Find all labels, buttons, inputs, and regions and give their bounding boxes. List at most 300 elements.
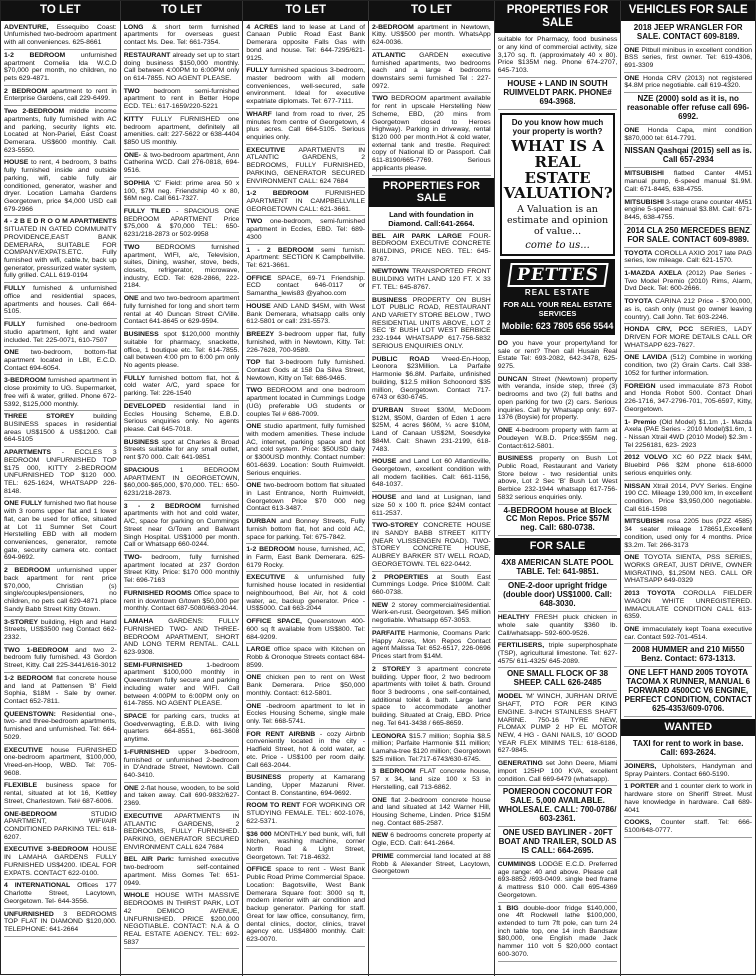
ad-lead: $36 000 (246, 830, 272, 838)
classified-ad (124, 588, 240, 616)
ad-text: unfurnished apartment Cornelia Ida W.C.D $70,000 per month, no children, no pets 629-4871. (4, 51, 117, 82)
column-header: VEHICLES FOR SALE (621, 1, 755, 21)
ad-lead: PARFAITE (372, 629, 406, 637)
ad-text: furnished two flat house with 3 rooms upper flat and 1 lower flat, can be used for office, situated at Lot 11 Sumner Set Court Herstelling EBD with all modern conveniences, generator, remote gate, security camera etc. contact 694-9692. (4, 500, 117, 562)
ad-text: & two-bedroom apartment, Ann Catherina WCD. Call 276-0818, 694-9516. (123, 151, 240, 175)
classified-ad (498, 425, 618, 453)
classified-ad (624, 125, 752, 145)
ad-lead: TWO (123, 87, 140, 95)
column-to-let-2 (121, 1, 244, 976)
ad-text: STUDIO APARTMENT, WIFI/AIR CONDITIONED PARKING TEL: 618-6207. (4, 810, 117, 841)
ad-lead: WHOLE (123, 892, 150, 900)
ad-text: bedroom, fully furnished apartment located at 237 Gordon Street Kitty. Price: $170 000 monthly Tel: 696-7163 (123, 554, 240, 585)
ad-lead: OFFICE SPACE, (246, 618, 302, 626)
ad-lead: NEW (372, 601, 388, 609)
classified-ad (4, 347, 117, 375)
classified-ad (624, 248, 752, 268)
classified-ad (4, 157, 117, 216)
classified-ad (624, 817, 752, 837)
classified-ad (4, 809, 117, 845)
ad-lead: LAMAHA (123, 618, 154, 626)
classified-ad (124, 616, 240, 660)
ad-text: & short term furnished apartments for overseas guest contact Ms. Dee. Tel: 661-7354. (123, 23, 240, 47)
ad-lead: ONE (4, 349, 19, 357)
ad-text: BEDROOM and one bedroom apartment located in Cummings Lodge (UG) preferable UG students or couples Tel # 686-7009. (246, 387, 366, 418)
classified-ad (4, 216, 117, 283)
column-to-let-1 (1, 1, 121, 976)
ad-lead: PRIME (372, 852, 394, 860)
ad-lead: BUSINESS (246, 774, 282, 782)
ad-lead: 2 BEDROOM (4, 567, 51, 575)
ad-text: (Old Model) $1.1m ,1- Mazda Axela (PAE Series - 2010 Model)$1.6m, 1 - Nissan Xtrail 4WD (2010 Model) $2.3m - Tel 2256181, 623- 2923 (624, 418, 753, 449)
ad-text: furnished & unfurnished office and residential spaces, apartments and houses. Call 664-5105. (4, 285, 117, 316)
section-header-wanted: WANTED (621, 719, 755, 736)
ad-lead: 3 BEDROOM (372, 768, 416, 776)
ad-text: flat 3-bedroom fully furnished. Contact Gods at 158 Da Silva Street, Newtown, Kitty on Tel: 686-9465. (246, 359, 366, 382)
classified-ad (624, 268, 752, 296)
classified-ad (246, 701, 365, 729)
ad-text: house FURNISHED one-bedroom apartment, $100,000, Vreed-en-Hoop, WBD. Tel: 705-9608. (4, 746, 117, 777)
classified-ad (498, 338, 618, 374)
ad-text: building, High and Hand Streets, US$3500 neg Contact 662-2332. (4, 618, 117, 641)
ad-lead: ONE LAVIDA (624, 354, 668, 362)
ad-text: land to lease at Land of Canaan Public Road East Bank Demerara opposite Falls Gas with bond and house. Tel: 644-7295/621-9125. (246, 23, 366, 62)
classified-ad (246, 216, 365, 244)
ad-text: HOUSE WITH MASSIVE BEDROOMS IN THIRST PARK, LOT 42 DEMICO AVENUE, UNFURNISHED. PRICE $200,000 NEGOTIABLE. CONTACT: N.A & O REAL ESTATE AGENCY. TEL: 692-5837 (123, 892, 240, 946)
classified-ad (372, 492, 491, 520)
ad-lead: 4-BEDROOM (503, 505, 553, 515)
ad-text: GARDENS: FULLY FURNISHED TWO- AND THREE-BEDROOM APARTMENT, SHORT AND LONG TERM RENTAL. CALL 623-9308. (123, 618, 240, 656)
classified-ad (372, 50, 491, 94)
ad-text: 2-flat house, wooden, to be sold and taken away. Call 690-9832/627-2369. (123, 784, 240, 808)
ad-text: Honda CRV (2013) not registered $4.8M price negotiable. call 619-4320. (624, 74, 753, 90)
classified-ad (4, 844, 117, 880)
ad-text: land from road to river, 25 minutes from centre of Georgetown, 4 plus acres. Call 664-5105. Serious enquiries only. (246, 110, 366, 141)
ad-lead: 1-2 BEDROOM (4, 51, 66, 59)
ads-list (243, 21, 368, 976)
classified-ad (124, 206, 240, 242)
classified-ad (124, 242, 240, 293)
ad-lead: BEL AIR Park: (123, 856, 175, 864)
ad-lead: FULLY (4, 285, 26, 293)
classified-ad (124, 293, 240, 329)
classified-ad (246, 245, 365, 273)
column-to-let-3 (243, 1, 369, 976)
column-header: TO LET (243, 1, 368, 21)
ad-lead: 3 - 2 BEDROOM (123, 502, 201, 510)
classified-ad (124, 501, 240, 552)
ad-text: Pitbull minibus in excellent condition BSS series, first owner. Tel: 619-4306, 691-3309 (624, 46, 753, 69)
ad-lead: ONE (624, 626, 640, 634)
classified-ad (372, 830, 491, 850)
classified-ad (4, 106, 117, 157)
ad-text: SITUATED IN GATED COMMUNITY PROVIDENCE,EAST BANK DEMERARA, SUITABLE FOR COMPANY/EXPATS.ETC. Fully furnished with wifi, cable.tv, back up generator, pressurized water system, fully grilled. CALL 619-0194 (4, 226, 117, 280)
ad-lead: DUNCAN (497, 375, 528, 383)
classified-ad (372, 851, 491, 879)
ad-text: immaculately kept Toana executive car. Contact 592-701-4514. (624, 626, 753, 641)
classified-ad (372, 22, 491, 50)
ad-lead: ONE (246, 674, 262, 682)
ad-lead: ONE (246, 423, 262, 431)
ad-lead: 1-2 BEDROOM (246, 190, 309, 198)
ad-text: double-door fridge $140,000, one 4ft Rockwell lathe $100,000, extended to turn 7ft pole, can turn 24 inch table top, one 14 inch Bandsaw $80,000, one English made Jack hammer 110 volt 5 $20,000 contact 600-3070. (497, 904, 618, 958)
classified-ad (246, 109, 365, 145)
classified-ad (498, 612, 618, 640)
classified-ad (4, 411, 117, 447)
ad-text: FRESH pluck chicken in whole sale quantity $360 lb. Call/whatsapp- 592-600-9526. (497, 614, 618, 637)
ad-text: APARTMENTS IN ATLANTIC GARDENS, 2 BEDROOMS, FULLY FURNISHED. PARKING, GENERATOR SECURED ENVIRONMENT CALL 624 7684 (123, 812, 240, 851)
ad-lead: 4 - 2 B E D R O O M APARTMENTS (4, 218, 117, 226)
ad-lead: SPACE (123, 712, 147, 720)
ad-lead: ONE-BEDROOM (4, 810, 57, 818)
ad-lead: FULLY (4, 321, 26, 329)
ad-lead: SOPHIA (123, 179, 150, 187)
ads-list (1, 21, 120, 976)
classified-ad (4, 909, 117, 937)
ad-lead: ONE-2-door upright fridge (double door) US$1000. Call: 648-3030. (503, 581, 612, 609)
ad-lead: 3-STOREY (4, 618, 39, 626)
ad-text: flatbed Canter 4M51 manual pump, 6-speed manual $1.9M. Call: 671-8445, 638-4755. (624, 170, 753, 193)
ads-list (372, 22, 491, 176)
ad-lead: POMEROON COCONUT FOR SALE. 5,000 AVAILABLE. WHOLESALE. CALL: 700-0786/ 603-2361. (498, 787, 617, 824)
classified-ad (624, 352, 752, 380)
ad-text: BEDROOM apartment available for rent in upscale Herstelling New Scheme, EBD, (20 mins from Georgetown closed to Heroes Highway). Parking in driveway, rental $120 000 per month.Hot & cold water, external tank and trestle. Required: copy of National ID or Passport. Call 611-8190/665-7769. Serious applicants please. (372, 95, 491, 172)
ad-lead: 1-2 BEDROOM (246, 546, 295, 554)
ad-lead: NZE (2000) sold as it is, no reasonable offer refuse call 696-6992. (627, 94, 750, 122)
ad-text: 1-bedroom apartment $100,000 monthly in Queenstown fully secure and parking including water and WIFI. Call between 4:00PM to 6:00PM only on 614-7855. NO AGENT PLEASE. (123, 661, 240, 708)
ad-text: - ECCLES 3 BEDROOM UNFURNISHED TOP $175 000, KITTY 2-BEDROOM UNFURNISHED TOP $120 000. TEL: 625-1624, WHATSAPP 226-8148. (4, 449, 117, 495)
ad-text: 6 bedrooms concrete property at Ogle, ECD. Call: 641-2664. (372, 832, 491, 848)
classified-ad (124, 465, 240, 501)
ad-lead: DURBAN (246, 518, 277, 526)
classified-ad (624, 197, 752, 225)
ad-lead: COOKS, (624, 819, 652, 827)
classified-ad (246, 644, 365, 672)
classified-ad (498, 827, 618, 859)
ad-lead: ONE LEFT HAND 2005 TOYOTA TACOMA X RUNNER, MANUAL 6 FORWARD 4500CC V6 ENGINE, PERFECT CONDITION, CONTACT 625-4353/609-0706. (624, 668, 752, 714)
ad-text: studio apartment, fully furnished with modern amenities. These include AC, internet, parking space and hot and cold system. Price: $50USD daily or $300USD monthly. Contact number: 601-6639. Location: South Ruimveldt. Serious enquiries. (246, 423, 366, 477)
ad-lead: ROOM TO RENT (246, 802, 301, 810)
classified-ad (4, 617, 117, 645)
classified-ad (124, 50, 240, 86)
pettes-logo: PETTES (507, 263, 608, 287)
classified-ad (498, 903, 618, 962)
ad-lead: 1 BIG (497, 904, 519, 912)
classified-ad (4, 565, 117, 616)
classified-ad (624, 667, 752, 717)
ad-lead: OFFICE (246, 274, 272, 282)
ad-lead: ONE (246, 702, 262, 710)
classified-ad (4, 780, 117, 808)
ad-lead: HOUSE (372, 494, 397, 502)
classified-ad (372, 231, 491, 267)
classified-ad (246, 480, 365, 516)
ads-list (121, 21, 243, 976)
ad-text: LODGE E.C.D. Preferred age range: 40 and above. Please call 693-8852 /693-0409. single bed frame & mattress $10 000. Call 695-4369 Georgetown. (497, 860, 618, 899)
classified-ad (624, 225, 752, 248)
ad-text: bedroom semi-furnished apartment to rent in Better Hope ECD. TEL: 617-1659/220-5221 (123, 87, 240, 111)
ad-lead: APARTMENTS (4, 449, 52, 457)
ad-lead: UNFURNISHED (4, 910, 54, 918)
classified-ad (4, 375, 117, 411)
ad-lead: ONE (624, 127, 640, 134)
ad-text: flat 2-bedroom concrete house and land situated at 142 Warner Hill, Housing Scheme, Linden. Price $15M neg. Contact 685-2587. (372, 796, 491, 827)
ads-area (621, 21, 755, 976)
ad-lead: 1 PORTER (624, 783, 659, 791)
classified-ad (624, 738, 752, 761)
ad-lead: BEL AIR PARK LARGE (372, 232, 462, 240)
classified-ad (246, 357, 365, 385)
column-header: TO LET (369, 1, 494, 21)
ad-lead: BUSINESS (123, 331, 159, 339)
ad-lead: NISSAN (624, 482, 651, 490)
ad-text: FOUR-BEDROOM EXECUTIVE CONCRETE BUILDING, PRICE NEG. TEL: 645-8767. (372, 232, 491, 263)
classified-ad (246, 729, 365, 773)
classified-ad (372, 295, 491, 354)
section-header-for-sale: FOR SALE (495, 538, 621, 555)
ad-text: 2 storey commercial/residential. Werk-en-rust. Georgetown. $45 million negotiable. Whatsapp 657-3053. (372, 601, 491, 625)
classified-ad (246, 864, 365, 946)
classified-ad (498, 786, 618, 827)
classified-ad (124, 373, 240, 401)
ad-text: business space for rental, situated at lot 16, Kettley Street, Charlestown. Tel# 687-6006. (4, 782, 117, 805)
ad-text: APARTMENTS IN ATLANTIC GARDENS, 2 BEDROOMS, FULLY FURNISHED, PARKING, GENERATOR SECURED ENVIRONMENT CALL: 624 7684 (246, 146, 366, 185)
ads-list (498, 557, 618, 961)
ad-lead: PUBLIC ROAD (372, 355, 430, 363)
classified-ad (624, 168, 752, 196)
ad-lead: 2014 CLA 250 MERCEDES BENZ FOR SALE. CONTACT 609-8989. (626, 225, 750, 244)
classified-ad (372, 93, 491, 175)
ad-lead: FOREIGN (624, 382, 656, 390)
ad-lead: HEALTHY (497, 614, 530, 622)
ad-text: FLAT concrete house, 57 x 34, land size 100 x 53 in Herstelling, call 713-6862. (372, 768, 491, 791)
ad-lead: HOUSE (4, 159, 29, 167)
ad-text: two-bedroom, bottom-flat apartment located in LBI, E.C.D. Contact 694-6054. (4, 349, 117, 372)
classified-ad (498, 557, 618, 580)
ad-text: and Land Lot 60 Atlanticville, Georgetown, excellent condition with all modern facilities. Call: 661-1156, 648-1037. (372, 458, 491, 489)
column-to-let-4 (369, 1, 495, 976)
ad-text: HOUSE IN LAMAHA GARDENS FULLY FURNISHED US$4200. IDEAL FOR EXPATS. CONTACT 622-0100. (4, 846, 117, 877)
classified-ad (624, 452, 752, 480)
ad-lead: MITSUBISHI (624, 170, 664, 178)
classified-ad (124, 811, 240, 855)
ad-lead: TAXI for rent to work in base. Call: 693-2624. (632, 739, 744, 758)
ad-lead: 1 - 2 BEDROOM (246, 246, 314, 254)
classified-ad (624, 324, 752, 352)
ad-lead: 4 ACRES (246, 23, 279, 31)
classified-ad (498, 505, 618, 537)
ad-lead: 1- Premio (624, 418, 657, 426)
ad-text: 'M' WINCH, JURHAN DRIVE SHAFT, PTO FOR PER KING ENGINE. 3-INCH STAINLESS SHAFT MARINE. 750-16 TYRE NEW, FLOMAX PUMP 2 HP EL MOTOR NEW, 4 HG - GANI NAILS, 10' GOOD YEAR FLEX MINIMS TEL: 618-6186, 627-9845. (497, 693, 618, 755)
classified-ad (624, 417, 752, 453)
ad-text: (2012) Pae Series - Two Model Premio (2010) Rims, Alarm, Dvd Deck. Tel: 600-2666. (624, 270, 753, 293)
classified-ad (498, 691, 618, 758)
logo-subtitle: REAL ESTATE (524, 287, 591, 297)
classified-ad (246, 800, 365, 828)
valuation-question: WHAT IS A REAL ESTATE VALUATION? (503, 137, 613, 203)
ad-lead: NISSAN Qashqai (2015) sell as is. Call 657-2934 (624, 146, 752, 165)
classified-ad (246, 672, 365, 700)
ad-lead: MITSUBISHI (624, 198, 664, 206)
classified-ad (4, 319, 117, 347)
ad-text: space to rent - West Bank Public Road Prime Commercial Space. Location: Bagotsville, West Bank Demerara Square foot: 3000 sq ft, modern interior with air condition and backup generator. Parking for staff. Great for law office, consultancy, firm, dental clinics, doctor, clinics, travel agency etc. US$4800 monthly. Call: 623-0070. (246, 866, 366, 943)
column-properties-for-sale (495, 1, 622, 976)
classified-ad (372, 664, 491, 731)
ad-lead: TWO-STOREY (372, 522, 419, 530)
ad-lead: DEVELOPED (123, 402, 166, 410)
ad-lead: HOUSE (246, 302, 271, 310)
ad-text: SPACE, 69-71 Friendship. ECD contact 646-0117 or Samantha_lewis83 @yahoo.com (246, 274, 366, 298)
ad-text: PROPERTY ON BUSH LOT PUBLIC ROAD, RESTAURANT AND VARIETY STORE BELOW , TWO RESIDENTIAL UNITS ABOVE, LOT 2 SEC 'B' BUSH LOT WEST BERBICE 232-1944 WHATSAPP 617-756-5832 SERIOUS ENQUIRIES ONLY. (372, 296, 491, 350)
ad-text: spot $120,000 monthly suitable for pharmacy, snackette, office, 1 boutique etc. Tel: 614-7855. call between 4:00 pm to 6:00 pm only No agents please. (123, 331, 240, 369)
ad-lead: JOINERS, (624, 763, 657, 771)
ad-lead: GENERATING (497, 760, 543, 768)
classified-ad (124, 552, 240, 588)
ad-lead: EXECUTIVE (246, 574, 286, 582)
ad-text: COROLLA AXIO 2017 late PAG series, low mileage. Call: 621-1570. (624, 249, 753, 265)
ad-lead: ONE (372, 796, 387, 804)
ad-text: apartment to rent in Enterprise Gardens, call 229-6499. (4, 87, 117, 103)
valuation-ad (500, 113, 616, 256)
ad-lead: 2008 HUMMER and 210 Mi550 Benz. Contact: 673-1313. (631, 645, 745, 664)
ad-text: CARINA 212 Price - $700,000, as is, cash only (must go owner leaving country). Call John. Tel: 603-2246. (624, 298, 753, 321)
ad-text: MONTHLY bed bunk, wifi, full kitchen, washing machine, corner North Road & Light Street, Georgetown. Tel: 718-4632. (246, 830, 366, 861)
classified-ad (372, 456, 491, 492)
ad-text: XC 60 PZZ black $4M, Bluebird P66 $2M phone 618-6000 serious enquiries only. (624, 454, 753, 477)
ad-text: - cozy Airbnb conveniently located in the city - Hadfield Street, hot & cold water, ac etc. Price - US$100 per room daily. Call 663-2044. (246, 730, 366, 769)
ad-lead: ONE (624, 74, 640, 82)
ad-text: furnished apartment in close proximity to UG. Supermarket, free wifi & water, grilled. Phone 672-5392, $125,000 monthly. (4, 377, 117, 408)
ad-text: house, furnished, AC, in Farm, East Bank Demerara. 625-6179 Rocky. (246, 546, 366, 569)
ad-text: Offices 177 Charlotte Street, Lacytown, Georgetown. Tel- 644-3556. (4, 882, 117, 905)
ad-lead: 1-2 BEDROOM (4, 674, 53, 682)
ad-lead: 4 INTERNATIONAL (4, 882, 71, 890)
ad-lead: TOYOTA (624, 249, 653, 257)
ads-list (372, 231, 491, 879)
ad-lead: SEMI-FURNISHED (123, 661, 183, 669)
ad-text: CONCRETE HOUSE IN SANDY BABB STREET KITTY (NEAR VLISSENGEN ROAD). TWO-STOREY CONCRETE HOUSE, AUBREY BARKER ST/ WELL ROAD, GEORGETOWN. TEL 622-0442. (372, 522, 491, 568)
ad-text: TRANSPORTED FRONT BUILDING WITH LAND 120 FT. X 33 FT. TEL: 645-8767. (372, 268, 491, 291)
classified-ad (4, 498, 117, 565)
ad-text: 1 BEDROOM APARTMENT IN GEORGETOWN, $60,000-$65,000, $70,000. TEL: 650-6231/218-2873. (123, 466, 240, 498)
classified-ad (246, 421, 365, 480)
classified-ad (124, 22, 240, 50)
classified-ad (498, 34, 618, 78)
ad-text: for parking cars, trucks at Goedverwagting, E.B.D. with living quarters 664-8551, 661-3608 anytime. (123, 712, 240, 744)
ad-text: 3-bedroom upper flat, fully furnished, with in Newtown, Kitty. Tel: 226-7628, 700-9589. (246, 331, 366, 354)
ad-text: FOR WORKING OR STUDYING FEMALE. TEL: 602-1076, 622-5371. (246, 802, 366, 825)
classified-ad (246, 829, 365, 865)
ad-lead: HOUSE + LAND IN SOUTH RUIMVELDT PARK. PHONE# 694-3968. (503, 78, 612, 106)
classified-ad (624, 516, 752, 552)
ad-text: used immaculate 873 Robot and Honda Robot 500. Contact Dhari 226-1716, 347-2796-701, 705-6597, Kitty, Georgetown. (624, 382, 753, 413)
classified-ad (624, 624, 752, 644)
ad-text: Honda Capa, mint condition $870,000 tel: 614-7791. (624, 127, 753, 142)
ad-lead: ONE (497, 427, 513, 435)
classified-ad (624, 552, 752, 588)
ad-lead: ONE USED BAYLINER - 20FT BOAT AND TRAILER, SOLD AS IS CALL: 664-2695. (498, 828, 617, 855)
ad-lead: ONE (624, 554, 640, 562)
ad-text: apartment in Newtown, Kitty. US$500 per month. WhatsApp 624-0036. (372, 23, 491, 47)
ad-lead: 3-BEDROOM (4, 377, 46, 385)
classified-ad (498, 758, 618, 786)
classified-ad (624, 145, 752, 168)
ad-lead: WHARF (246, 110, 272, 118)
ad-text: furnished bottom flat, hot & cold water A/C, yard space for parking. Tel: 226-1540 (123, 374, 240, 398)
section-header-properties-for-sale: PROPERTIES FOR SALE (369, 178, 494, 207)
ad-lead: 2-BEDROOM (372, 23, 414, 31)
ad-text: already set up to start doing business $150,000 monthly. Call between 4:00PM to 6:00PM only on 614-7855. NO AGENT PLEASE. (123, 51, 240, 82)
ads-area (495, 33, 621, 976)
column-header: TO LET (121, 1, 243, 21)
ad-lead: 1-FURNISHED (123, 748, 170, 756)
ad-text: furnished apartments with hot and cold water, A/C, space for parking on Cummings Street near G/Town and Balwant Singh Hospital. US$1000 per month. Call or Whatsapp 660-0244. (123, 502, 240, 549)
ad-lead: ONE (123, 784, 139, 792)
ad-text: 3 BEDROOMS TOP FLAT IN DIAMOND $120,000. TELEPHONE: 641-2664 (4, 910, 117, 933)
ad-lead: BREEZY (246, 331, 275, 339)
classified-ad (372, 572, 491, 600)
classified-ad (246, 544, 365, 572)
classified-ad (124, 711, 240, 747)
classified-ad (372, 731, 491, 767)
classified-ad (246, 145, 365, 189)
classified-ad (498, 374, 618, 425)
classified-ad (372, 795, 491, 831)
classified-ad (372, 520, 491, 571)
ad-lead: BUSINESS (372, 296, 408, 304)
ad-text: chicken pen to rent on West Bank Demerara. Price $50,000 monthly. Contact: 612-5801. (246, 674, 366, 697)
classified-ad (372, 354, 491, 405)
valuation-line-1: Do you know how much your property is worth? (511, 117, 604, 136)
ad-lead: TOP (246, 359, 261, 367)
ad-lead: ATLANTIC (372, 51, 406, 59)
ad-lead: TWO (123, 243, 140, 251)
classified-ad (124, 747, 240, 783)
ad-text: two-bedroom bottom flat situated in Last Entrance, North Ruimveldt, Georgetown Price $70 000 neg Contact 613-3487. (246, 482, 366, 513)
classified-ad (624, 381, 752, 417)
ad-lead: QUEENSTOWN: (4, 710, 56, 718)
ads-area (369, 21, 494, 976)
ad-lead: NEW (372, 832, 388, 840)
ad-lead: TWO (246, 218, 263, 226)
ad-text: suitable for Pharmacy, food business or any kind of commercial activity, size 3,170 sq. ft. (approximately 40 x 80). Price $135M neg. Phone 674-2707, 645-7103. (497, 36, 618, 75)
ad-lead: 2012 VOLVO (624, 454, 668, 462)
ad-lead: Two 2-BEDROOM (4, 108, 65, 116)
ad-text: & unfurnished fully furnished house located in residential neighbourhood, Bel Air, hot & cold water, ac, backup generator. Price - US$5000. Call 663-2044 (246, 574, 366, 613)
ads-list (624, 738, 752, 838)
ad-lead: MITSUBISHI (624, 518, 664, 526)
ad-lead: FULLY (123, 374, 146, 382)
ad-lead: EXECUTIVE (246, 146, 286, 154)
ad-lead: ONE (123, 295, 139, 303)
classified-ad (124, 329, 240, 373)
ad-text: Harmonie, Coomans Park: Happy Acres, Mon Repos Contact agent Malissa Tel: 652-6517, 226-0696 Prices start from $14M. (372, 629, 491, 661)
valuation-line-3: come to us... (525, 239, 590, 251)
ad-text: set John Deere, Miami import 125HP 100 KVA, excellent condition. Call 669-6479 (whatsapp). (497, 760, 618, 783)
classified-ad (246, 572, 365, 616)
ad-text: flat concrete house and land at Pattensen 'B' Field Sophia, $18M - Sale by owner. Contact 652-7811. (4, 674, 117, 705)
ad-lead: 2018 JEEP WRANGLER FOR SALE. CONTACT 609-8189. (633, 22, 743, 41)
ad-lead: 1-MAZDA AXELA (624, 270, 682, 277)
ad-lead: TWO (246, 387, 263, 395)
ad-lead: DO (497, 339, 508, 347)
ad-text: upper 3-bedroom, furnished or unfurnished 2-bedroom in D'Andrade Street, Newtown. Call 640-3410. (123, 748, 240, 780)
ad-text: unfurnished upper back apartment for rent price $70,000, Christian (s) single/couples/pensioners, no children, no pets call 629-4871 place Sandy Babb Street Kitty Gtown. (4, 567, 117, 613)
classified-ad (124, 437, 240, 465)
ad-text: - SPACIOUS ONE BEDROOM APARTMENT Price $75,000 & $70,000 TEL: 650-6231/218-2873 or 502-9958 (123, 208, 240, 239)
classified-ad (372, 600, 491, 628)
classified-ad (246, 188, 365, 216)
